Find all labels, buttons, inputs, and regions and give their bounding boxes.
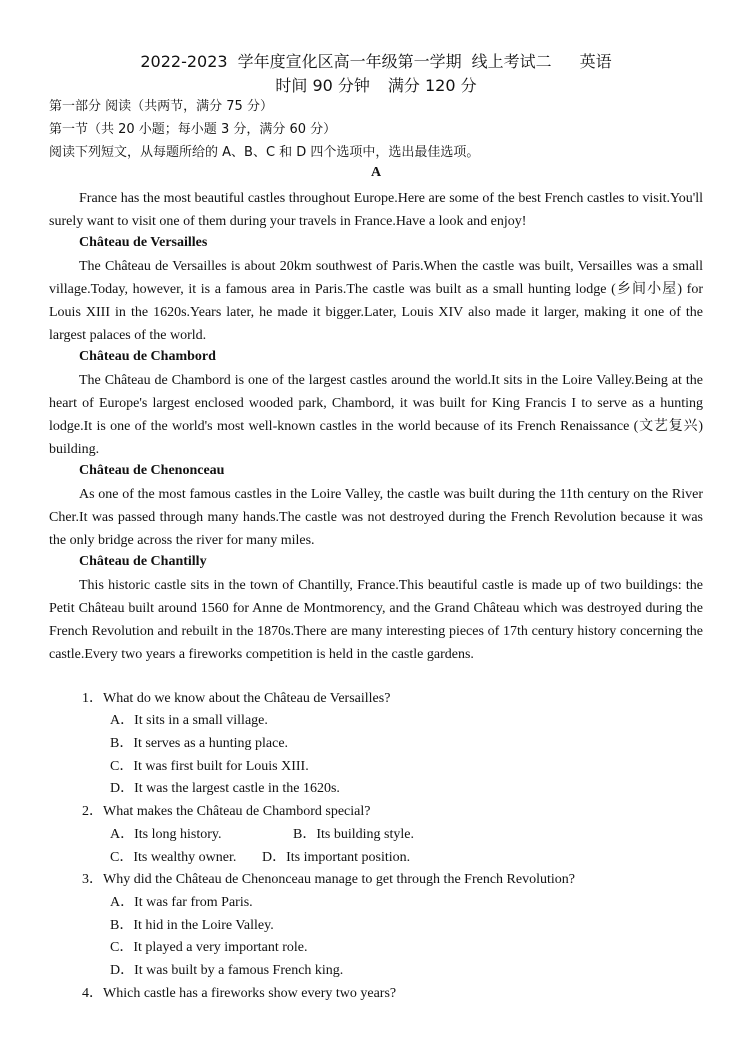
- exam-time: 时间 90 分钟: [275, 76, 370, 95]
- passage-label: A: [370, 165, 382, 180]
- passage-intro: France has the most beautiful castles throughout Europe.Here are some of the best French castles to visit.You'll surely want to visit one of them during your travels in France.Have a look and enjoy!: [49, 191, 703, 229]
- question-4: 4．Which castle has a fireworks show every two years?: [82, 986, 397, 1001]
- question-2: 2．What makes the Château de Chambord special?: [82, 804, 371, 819]
- question-1-option-b: B．It serves as a hunting place.: [110, 736, 289, 751]
- castle-heading-chantilly: Château de Chantilly: [79, 554, 207, 569]
- question-1-option-d: D．It was the largest castle in the 1620s.: [110, 781, 340, 796]
- castle-heading-versailles: Château de Versailles: [79, 235, 208, 250]
- exam-subtitle: [0, 73, 752, 96]
- castle-text-chantilly: This historic castle sits in the town of Chantilly, France.This beautiful castle is made up of two buildings: the Petit Château built around 1560 for Anne de Montmorency, and the Grand Château which was destroyed during the French Revolution and rebuilt in the 1870s.There are many interesting pieces of 17th century history concerning the castle.Every two years a fireworks competition is held in the castle gardens.: [49, 578, 703, 662]
- exam-score: 满分 120 分: [387, 76, 477, 95]
- title-subject: 英语: [579, 52, 612, 71]
- question-1-option-c: C．It was first built for Louis XIII.: [110, 759, 309, 774]
- directions: 阅读下列短文，从每题所给的 A、B、C 和 D 四个选项中，选出最佳选项。: [49, 145, 480, 160]
- exam-title: [0, 49, 752, 72]
- question-3-option-d: D．It was built by a famous French king.: [110, 963, 344, 978]
- title-year: 2022-2023: [140, 52, 228, 71]
- question-3-option-a: A．It was far from Paris.: [110, 895, 253, 910]
- question-1-option-a: A．It sits in a small village.: [110, 713, 268, 728]
- castle-text-chambord: The Château de Chambord is one of the largest castles around the world.It sits in the Loire Valley.Being at the heart of Europe's largest enclosed wooded park, Chambord, it was built for King Francis I to serve as a hunting lodge.It is one of the world's most well-known castles in the world because of its French Renaissance (文艺复兴) building.: [49, 373, 703, 457]
- castle-text-versailles: The Château de Versailles is about 20km southwest of Paris.When the castle was built, Versailles was a small village.Today, however, it is a famous area in Paris.The castle was built as a small hunting lodge (乡间小屋) for Louis XIII in the 1620s.Years later, he made it bigger.Later, Louis XIV also made it larger, making it one of the largest palaces of the world.: [49, 259, 703, 343]
- title-exam: 线上考试二: [471, 52, 552, 71]
- question-1: 1．What do we know about the Château de Versailles?: [82, 691, 391, 706]
- question-2-option-b: B．Its building style.: [293, 827, 414, 842]
- question-3: 3．Why did the Château de Chenonceau manage to get through the French Revolution?: [82, 872, 575, 887]
- question-2-option-c: C．Its wealthy owner.: [110, 850, 237, 865]
- castle-heading-chenonceau: Château de Chenonceau: [79, 463, 225, 478]
- question-3-option-c: C．It played a very important role.: [110, 940, 308, 955]
- castle-heading-chambord: Château de Chambord: [79, 349, 216, 364]
- title-main: 学年度宣化区高一年级第一学期: [237, 52, 462, 71]
- question-2-option-a: A．Its long history.: [110, 827, 222, 842]
- question-3-option-b: B．It hid in the Loire Valley.: [110, 918, 274, 933]
- part-heading: 第一部分 阅读（共两节，满分 75 分）: [49, 99, 273, 114]
- castle-text-chenonceau: As one of the most famous castles in the Loire Valley, the castle was built during the 11th century on the River Cher.It was passed through many hands.The castle was not destroyed during the French Revolution because it was the only bridge across the river for many miles.: [49, 487, 703, 548]
- question-2-option-d: D．Its important position.: [262, 850, 411, 865]
- section-heading: 第一节（共 20 小题；每小题 3 分，满分 60 分）: [49, 122, 337, 137]
